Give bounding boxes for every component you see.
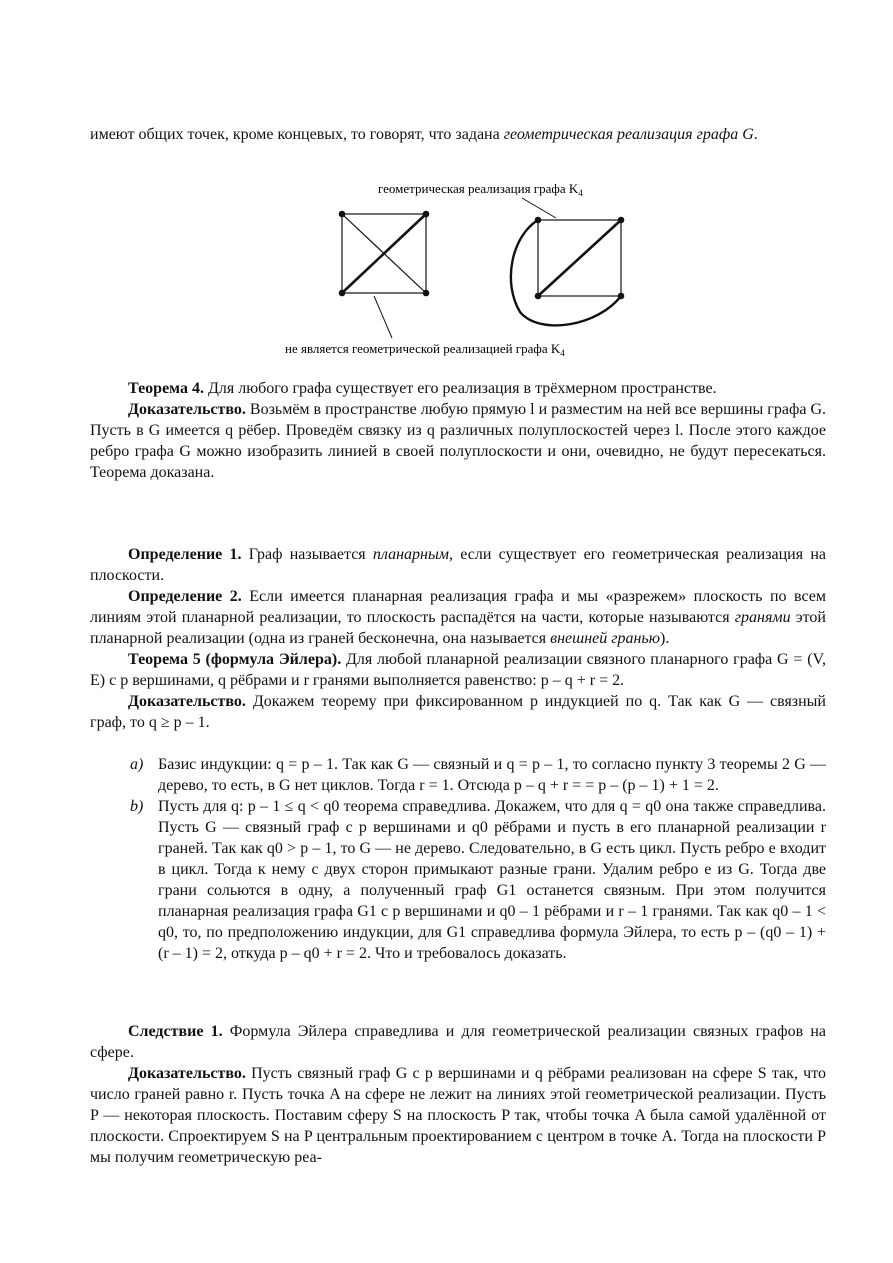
left-vertex [423, 211, 430, 218]
proof5-label: Доказательство. [128, 693, 246, 710]
proof6-text: Пусть связный граф G с p вершинами и q рёбрами реализован на сфере S так, что число граней равно r. Пусть точка A на сфере не лежит на линиях этой геометрической реализации. Пусть P — некоторая плоскость. Поставим сферу S на плоскость P так, чтобы точка A была самой удалённой от плоскости. Спроектируем S на P центральным проектированием с центром в точке A. Тогда на плоскости P мы получим геометрическую реа- [90, 1065, 826, 1166]
proof5-text: Докажем теорему при фиксированном p индукцией по q. Так как G — связный граф, то q ≥ p – 1. [90, 693, 826, 731]
right-vertex [618, 217, 625, 224]
intro-text: имеют общих точек, кроме концевых, то говорят, что задана [90, 126, 504, 143]
label-bottom-pointer [374, 296, 392, 338]
def2-text-c: ). [659, 630, 670, 647]
intro-end: . [753, 126, 758, 143]
theorem5-paragraph [90, 649, 826, 691]
corollary-block [90, 1021, 826, 1168]
right-vertex [535, 293, 542, 300]
def1-label: Определение 1. [128, 546, 242, 563]
theorem4-label: Теорема 4. [128, 380, 204, 397]
k4-crossing-drawing [339, 211, 430, 297]
figure-label-bottom: не является геометрической реализацией графа $K_4$ [285, 341, 565, 358]
proof4-label: Доказательство. [128, 401, 246, 418]
label-top-pointer [522, 198, 556, 218]
figure-label-top: геометрическая реализация графа $K_4$ [378, 181, 583, 198]
def1-text-a: Граф называется [241, 546, 373, 563]
def2-label: Определение 2. [128, 588, 242, 605]
left-vertex [423, 290, 430, 297]
def1-text-b: , если существует его геометрическая реализация на плоскости. [90, 546, 827, 584]
right-diagonal [538, 220, 621, 296]
def2-text-a: Если имеется планарная реализация графа и мы «разрежем» плоскость по всем линиям этой планарной реализации, то плоскость распадётся на части, которые называются [90, 588, 827, 626]
intro-term: геометрическая реализация графа G [503, 126, 754, 143]
corollary1-text: Формула Эйлера справедлива и для геометрической реализации связных графов на сфере. [90, 1023, 826, 1061]
theorem4-text: Для любого графа существует его реализация в трёхмерном пространстве. [203, 380, 717, 397]
def2-term-b: внешней гранью [550, 630, 660, 647]
k4-planar-drawing [511, 217, 624, 326]
theorem4-paragraph [90, 378, 826, 399]
corollary1-paragraph [90, 1021, 826, 1063]
list-item-text: Пусть для q: p – 1 ≤ q < q0 теорема справедлива. Докажем, что для q = q0 она также справедлива. Пусть G — связный граф с p вершинами и q0 рёбрами и пусть в его планарной реализации r граней. Так как q0 > p – 1, то G — не дерево. Следовательно, в G есть цикл. Пусть ребро e входит в цикл. Тогда к нему с двух сторон примыкают разные грани. Удалим ребро e из G. Тогда две грани сольются в одну, а полученный граф G1 останется связным. При этом получится планарная реализация графа G1 с p вершинами и q0 – 1 рёбрами и r – 1 гранями. Так как q0 – 1 < q0, то, по предположению индукции, для G1 справедлива формула Эйлера, то есть p – (q0 – 1) + (r – 1) = 2, откуда p – q0 + r = 2. Что и требовалось доказать. [158, 798, 826, 962]
proof6-label: Доказательство. [128, 1065, 246, 1082]
def2-text-b: этой планарной реализации (одна из граней бесконечна, она называется [90, 609, 826, 647]
proof4-paragraph [90, 399, 826, 483]
def1-term: планарным [372, 546, 449, 563]
list-marker: b) [130, 798, 144, 815]
theorem5-text: Для любой планарной реализации связного планарного графа G = (V, E) с p вершинами, q рёбрами и r гранями выполняется равенство: p – q + r = 2. [90, 651, 827, 689]
k4-figure [0, 170, 893, 365]
def2-term-a: гранями [734, 609, 791, 626]
definitions-block [90, 544, 826, 733]
corollary1-label: Следствие 1. [128, 1023, 223, 1040]
list-item [90, 754, 826, 796]
induction-list [90, 754, 826, 964]
left-vertex [339, 290, 346, 297]
right-vertex [535, 217, 542, 224]
list-item-text: Базис индукции: q = p – 1. Так как G — связный и q = p – 1, то согласно пункту 3 теоремы 2 G — дерево, то есть, в G нет циклов. Тогда r = 1. Отсюда p – q + r = = p – (p – 1) + 1 = 2. [158, 756, 826, 794]
list-marker: a) [130, 756, 144, 773]
theorem4-block [90, 378, 826, 483]
intro-paragraph [90, 124, 826, 145]
right-vertex [618, 293, 625, 300]
def1-paragraph [90, 544, 826, 586]
proof5-paragraph [90, 691, 826, 733]
def2-paragraph [90, 586, 826, 649]
proof4-text: Возьмём в пространстве любую прямую l и разместим на ней все вершины графа G. Пусть в G имеется q рёбер. Проведём связку из q различных полуплоскостей через l. После этого каждое ребро графа G можно изобразить линией в своей полуплоскости и они, очевидно, не будут пересекаться. Теорема доказана. [90, 401, 826, 481]
left-vertex [339, 211, 346, 218]
list-item [90, 796, 826, 964]
proof6-paragraph [90, 1063, 826, 1168]
theorem5-label: Теорема 5 (формула Эйлера). [128, 651, 342, 668]
